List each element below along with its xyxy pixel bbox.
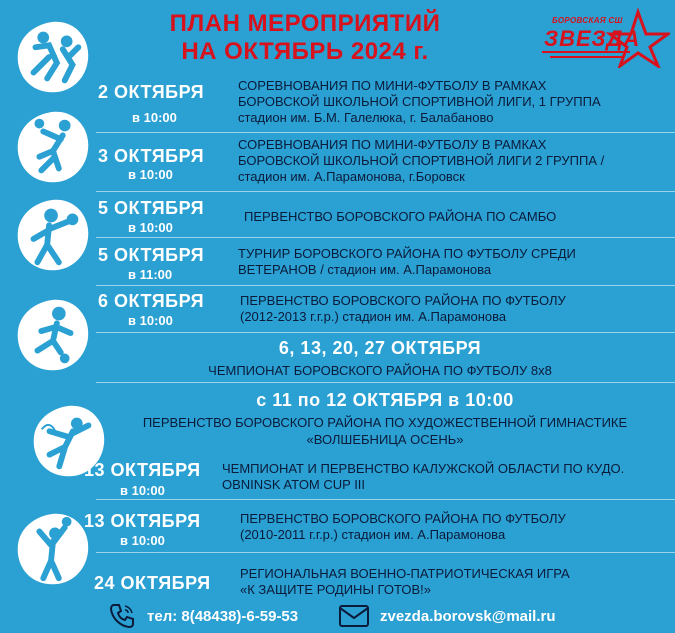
judo-icon (14, 18, 92, 96)
page-title (120, 10, 490, 66)
logo-brand: ЗВЕЗДА (544, 26, 641, 51)
divider (96, 285, 675, 286)
event-9-date: 13 ОКТЯБРЯ (84, 511, 201, 531)
event-4-date: 5 ОКТЯБРЯ (98, 245, 205, 265)
volleyball-icon (14, 510, 92, 588)
event-9-desc (240, 511, 566, 543)
divider (96, 552, 675, 553)
boxing-icon (14, 196, 92, 274)
event-2-time: в 10:00 (128, 167, 173, 182)
event-2-desc-line-1: СОРЕВНОВАНИЯ ПО МИНИ-ФУТБОЛУ В РАМКАХ (238, 137, 547, 152)
event-1-desc (238, 78, 601, 126)
event-4-desc-line-1: ТУРНИР БОРОВСКОГО РАЙОНА ПО ФУТБОЛУ СРЕДИ (238, 246, 576, 261)
phone-number[interactable]: тел: 8(48438)-6-59-53 (147, 608, 299, 625)
divider (96, 237, 675, 238)
contact-footer (0, 600, 675, 633)
event-5-date: 6 ОКТЯБРЯ (98, 291, 205, 311)
event-2-date: 3 ОКТЯБРЯ (98, 146, 205, 166)
handball-icon (14, 108, 92, 186)
event-4-time: в 11:00 (128, 267, 173, 282)
divider (96, 191, 675, 192)
divider (96, 382, 675, 383)
event-5-desc-line-1: ПЕРВЕНСТВО БОРОВСКОГО РАЙОНА ПО ФУТБОЛУ (240, 293, 566, 308)
event-9-desc-line-1: ПЕРВЕНСТВО БОРОВСКОГО РАЙОНА ПО ФУТБОЛУ (240, 511, 566, 526)
event-8-date: 13 ОКТЯБРЯ (84, 460, 201, 480)
event-10-desc (240, 566, 570, 598)
title-line-1: ПЛАН МЕРОПРИЯТИЙ (169, 10, 441, 37)
event-10-date: 24 ОКТЯБРЯ (94, 573, 211, 593)
event-6-desc: ЧЕМПИОНАТ БОРОВСКОГО РАЙОНА ПО ФУТБОЛУ 8х8 (208, 363, 552, 378)
event-7-date: с 11 по 12 ОКТЯБРЯ в 10:00 (256, 390, 514, 410)
event-1-time: в 10:00 (132, 110, 177, 125)
event-8-desc-line-2: OBNINSK ATOM CUP III (222, 477, 366, 492)
event-4-desc-line-2: ВЕТЕРАНОВ / стадион им. А.Парамонова (238, 262, 492, 277)
divider (96, 132, 675, 133)
event-8-desc (222, 461, 624, 493)
event-3-desc-line-1: ПЕРВЕНСТВО БОРОВСКОГО РАЙОНА ПО САМБО (244, 209, 557, 224)
event-6-date: 6, 13, 20, 27 ОКТЯБРЯ (278, 338, 482, 358)
event-5-desc (240, 293, 566, 325)
event-5-time: в 10:00 (128, 313, 173, 328)
title-line-2: НА ОКТЯБРЬ 2024 г. (181, 38, 429, 65)
event-9-desc-line-2: (2010-2011 г.г.р.) стадион им. А.Парамонова (240, 527, 506, 542)
event-1-desc-line-3: стадион им. Б.М. Галелюка, г. Балабаново (238, 110, 494, 125)
event-2-desc-line-2: БОРОВСКОЙ ШКОЛЬНОЙ СПОРТИВНОЙ ЛИГИ 2 ГРУППА / (238, 153, 605, 168)
event-3-time: в 10:00 (128, 220, 173, 235)
event-8-time: в 10:00 (120, 483, 165, 498)
football-icon (14, 296, 92, 374)
email-address[interactable]: zvezda.borovsk@mail.ru (380, 608, 556, 625)
event-2-desc-line-3: стадион им. А.Парамонова, г.Боровск (238, 169, 465, 184)
logo-school-name: БОРОВСКАЯ СШ (552, 16, 623, 25)
event-2-desc (238, 137, 604, 185)
event-1-desc-line-1: СОРЕВНОВАНИЯ ПО МИНИ-ФУТБОЛУ В РАМКАХ (238, 78, 547, 93)
divider (96, 332, 675, 333)
event-3-date: 5 ОКТЯБРЯ (98, 198, 205, 218)
mail-icon (338, 604, 370, 628)
event-7-desc-line-2: «ВОЛШЕБНИЦА ОСЕНЬ» (306, 432, 464, 447)
event-1-desc-line-2: БОРОВСКОЙ ШКОЛЬНОЙ СПОРТИВНОЙ ЛИГИ, 1 ГРУППА (238, 94, 601, 109)
event-10-desc-line-1: РЕГИОНАЛЬНАЯ ВОЕННО-ПАТРИОТИЧЕСКАЯ ИГРА (240, 566, 570, 581)
event-4-desc (238, 246, 576, 278)
divider (96, 499, 675, 500)
event-7-desc-line-1: ПЕРВЕНСТВО БОРОВСКОГО РАЙОНА ПО ХУДОЖЕСТВЕННОЙ ГИМНАСТИКЕ (142, 415, 628, 430)
event-3-desc (244, 209, 556, 225)
phone-icon (108, 602, 136, 630)
event-5-desc-line-2: (2012-2013 г.г.р.) стадион им. А.Парамонова (240, 309, 507, 324)
zvezda-logo (540, 8, 670, 68)
event-8-desc-line-1: ЧЕМПИОНАТ И ПЕРВЕНСТВО КАЛУЖСКОЙ ОБЛАСТИ ПО КУДО. (222, 461, 625, 476)
event-10-desc-line-2: «К ЗАЩИТЕ РОДИНЫ ГОТОВ!» (240, 582, 431, 597)
event-1-date: 2 ОКТЯБРЯ (98, 82, 205, 102)
event-9-time: в 10:00 (120, 533, 165, 548)
